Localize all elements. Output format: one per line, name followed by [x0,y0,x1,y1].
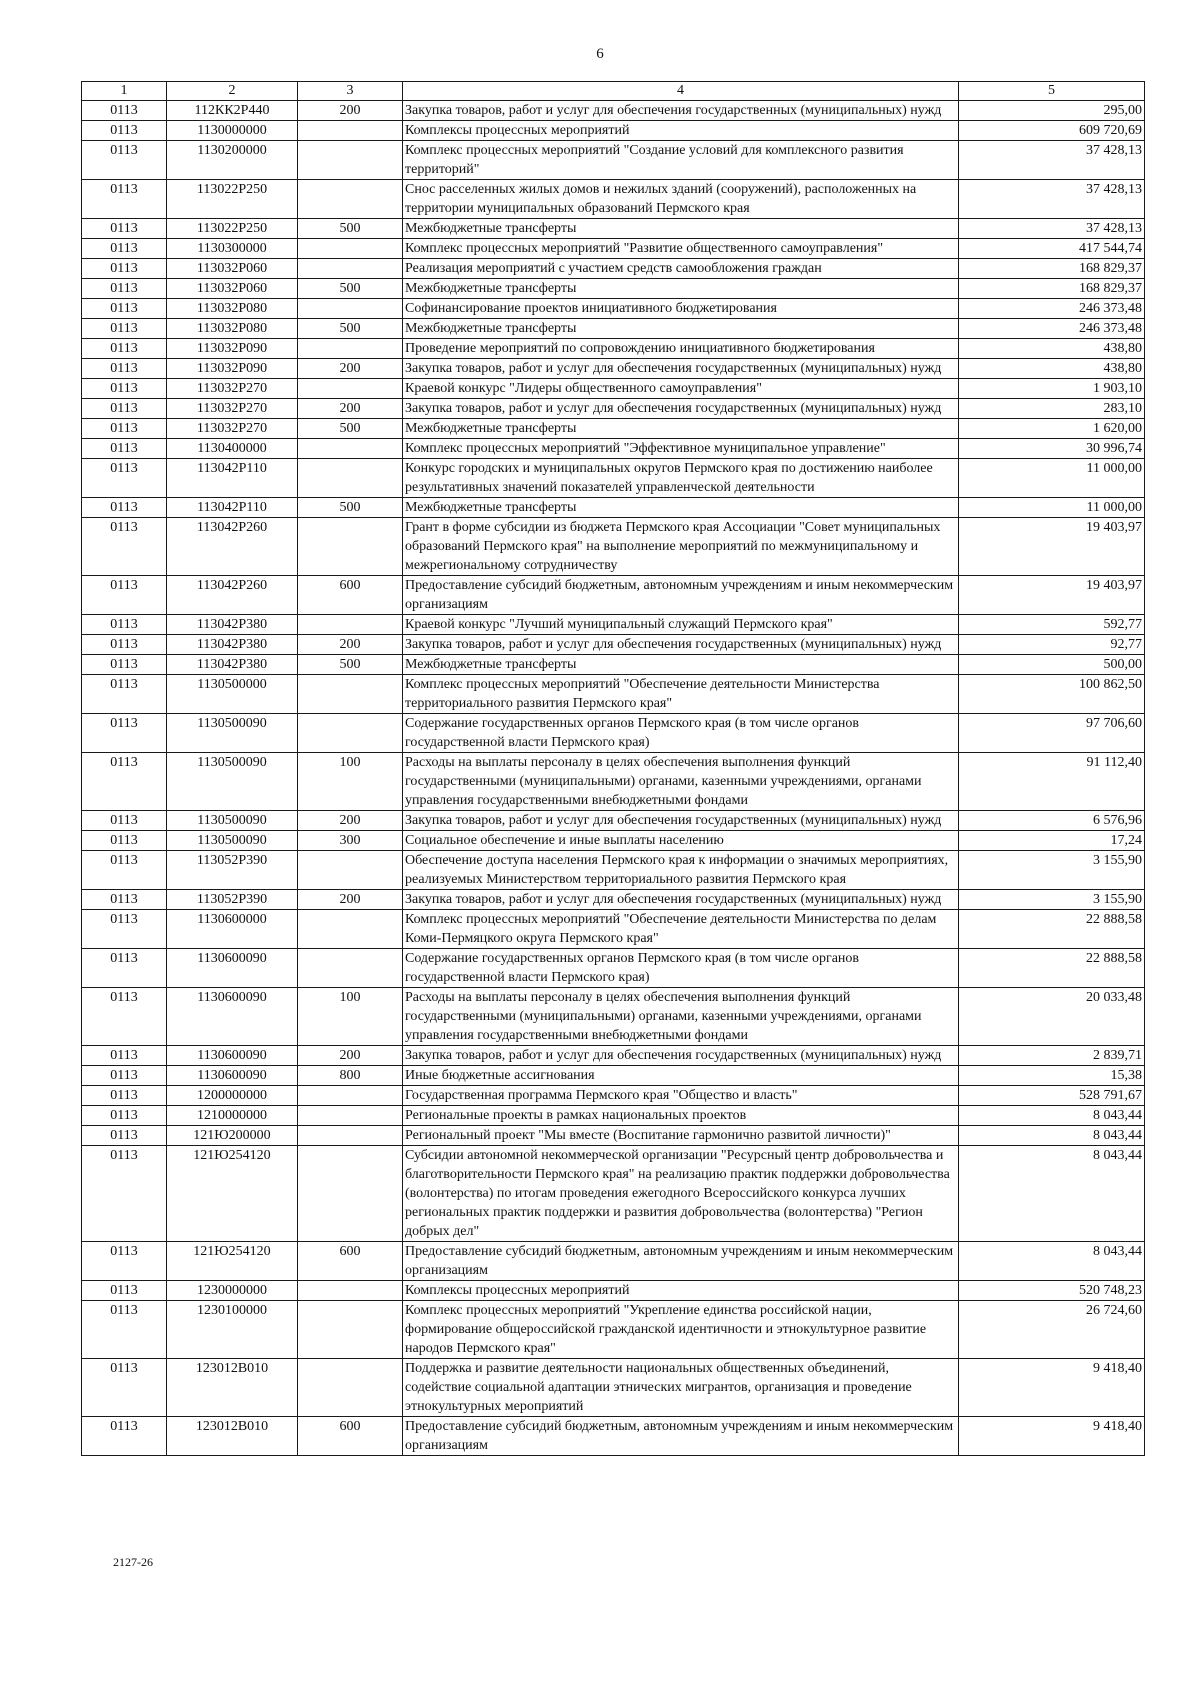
section-cell: 0113 [82,615,167,635]
section-cell: 0113 [82,675,167,714]
table-row [82,180,1145,219]
name-cell: Предоставление субсидий бюджетным, автономным учреждениям и иным некоммерческим организациям [403,576,959,615]
table-row [82,831,1145,851]
section-cell: 0113 [82,339,167,359]
section-cell: 0113 [82,1106,167,1126]
table-row [82,279,1145,299]
table-row [82,1066,1145,1086]
table-row [82,121,1145,141]
expense-type-cell: 200 [298,1046,403,1066]
table-row [82,1046,1145,1066]
section-cell: 0113 [82,831,167,851]
expense-type-cell [298,1281,403,1301]
amount-cell: 438,80 [959,339,1145,359]
section-cell: 0113 [82,518,167,576]
table-row [82,1281,1145,1301]
section-cell: 0113 [82,655,167,675]
amount-cell: 1 903,10 [959,379,1145,399]
table-body [82,101,1145,1456]
name-cell: Конкурс городских и муниципальных округов Пермского края по достижению наиболее результативных значений показателей управленческой деятельности [403,459,959,498]
amount-cell: 11 000,00 [959,498,1145,518]
name-cell: Проведение мероприятий по сопровождению инициативного бюджетирования [403,339,959,359]
name-cell: Закупка товаров, работ и услуг для обеспечения государственных (муниципальных) нужд [403,811,959,831]
table-row [82,259,1145,279]
name-cell: Краевой конкурс "Лидеры общественного самоуправления" [403,379,959,399]
amount-cell: 20 033,48 [959,988,1145,1046]
amount-cell: 3 155,90 [959,890,1145,910]
name-cell: Закупка товаров, работ и услуг для обеспечения государственных (муниципальных) нужд [403,635,959,655]
section-cell: 0113 [82,439,167,459]
table-row [82,459,1145,498]
section-cell: 0113 [82,635,167,655]
target-article-cell: 1130000000 [167,121,298,141]
table-row [82,498,1145,518]
amount-cell: 295,00 [959,101,1145,121]
amount-cell: 100 862,50 [959,675,1145,714]
amount-cell: 8 043,44 [959,1242,1145,1281]
target-article-cell: 121Ю254120 [167,1146,298,1242]
name-cell: Межбюджетные трансферты [403,319,959,339]
amount-cell: 520 748,23 [959,1281,1145,1301]
target-article-cell: 113042Р110 [167,459,298,498]
expense-type-cell [298,714,403,753]
amount-cell: 37 428,13 [959,219,1145,239]
section-cell: 0113 [82,949,167,988]
table-row [82,714,1145,753]
table-row [82,949,1145,988]
amount-cell: 8 043,44 [959,1106,1145,1126]
target-article-cell: 123012В010 [167,1359,298,1417]
target-article-cell: 113032Р080 [167,299,298,319]
expense-type-cell: 500 [298,498,403,518]
table-row [82,1146,1145,1242]
name-cell: Содержание государственных органов Пермского края (в том числе органов государственной власти Пермского края) [403,949,959,988]
section-cell: 0113 [82,219,167,239]
table-row [82,379,1145,399]
section-cell: 0113 [82,1146,167,1242]
amount-cell: 8 043,44 [959,1126,1145,1146]
table-row [82,890,1145,910]
section-cell: 0113 [82,910,167,949]
section-cell: 0113 [82,714,167,753]
name-cell: Содержание государственных органов Пермского края (в том числе органов государственной власти Пермского края) [403,714,959,753]
name-cell: Предоставление субсидий бюджетным, автономным учреждениям и иным некоммерческим организациям [403,1417,959,1456]
amount-cell: 1 620,00 [959,419,1145,439]
section-cell: 0113 [82,359,167,379]
expense-type-cell [298,675,403,714]
expense-type-cell: 100 [298,988,403,1046]
expense-type-cell [298,949,403,988]
name-cell: Межбюджетные трансферты [403,498,959,518]
target-article-cell: 113052Р390 [167,890,298,910]
amount-cell: 168 829,37 [959,259,1145,279]
expense-type-cell: 200 [298,399,403,419]
table-row [82,1242,1145,1281]
target-article-cell: 1130400000 [167,439,298,459]
section-cell: 0113 [82,239,167,259]
expense-type-cell: 200 [298,635,403,655]
name-cell: Закупка товаров, работ и услуг для обеспечения государственных (муниципальных) нужд [403,101,959,121]
table-row [82,518,1145,576]
target-article-cell: 113032Р270 [167,399,298,419]
name-cell: Комплекс процессных мероприятий "Развитие общественного самоуправления" [403,239,959,259]
expense-type-cell [298,1301,403,1359]
section-cell: 0113 [82,1242,167,1281]
amount-cell: 283,10 [959,399,1145,419]
name-cell: Комплекс процессных мероприятий "Обеспечение деятельности Министерства территориального развития Пермского края" [403,675,959,714]
section-cell: 0113 [82,1046,167,1066]
expense-type-cell: 200 [298,811,403,831]
section-cell: 0113 [82,1066,167,1086]
name-cell: Закупка товаров, работ и услуг для обеспечения государственных (муниципальных) нужд [403,1046,959,1066]
section-cell: 0113 [82,1359,167,1417]
section-cell: 0113 [82,753,167,811]
target-article-cell: 1130200000 [167,141,298,180]
name-cell: Региональные проекты в рамках национальных проектов [403,1106,959,1126]
expense-type-cell [298,1126,403,1146]
expense-type-cell [298,239,403,259]
name-cell: Комплексы процессных мероприятий [403,1281,959,1301]
amount-cell: 246 373,48 [959,299,1145,319]
column-header-amount: 5 [959,82,1145,101]
name-cell: Комплекс процессных мероприятий "Обеспечение деятельности Министерства по делам Коми-Пермяцкого округа Пермского края" [403,910,959,949]
name-cell: Межбюджетные трансферты [403,279,959,299]
amount-cell: 417 544,74 [959,239,1145,259]
table-row [82,635,1145,655]
name-cell: Грант в форме субсидии из бюджета Пермского края Ассоциации "Совет муниципальных образований Пермского края" на выполнение мероприятий по межмуниципальному и межрегиональному сотрудничеству [403,518,959,576]
section-cell: 0113 [82,1417,167,1456]
expense-type-cell: 200 [298,359,403,379]
amount-cell: 30 996,74 [959,439,1145,459]
table-row [82,910,1145,949]
section-cell: 0113 [82,419,167,439]
amount-cell: 168 829,37 [959,279,1145,299]
target-article-cell: 1230000000 [167,1281,298,1301]
amount-cell: 37 428,13 [959,141,1145,180]
name-cell: Софинансирование проектов инициативного бюджетирования [403,299,959,319]
name-cell: Закупка товаров, работ и услуг для обеспечения государственных (муниципальных) нужд [403,359,959,379]
amount-cell: 91 112,40 [959,753,1145,811]
table-row [82,319,1145,339]
target-article-cell: 113032Р060 [167,279,298,299]
section-cell: 0113 [82,141,167,180]
expense-type-cell: 500 [298,279,403,299]
expense-type-cell [298,180,403,219]
name-cell: Предоставление субсидий бюджетным, автономным учреждениям и иным некоммерческим организациям [403,1242,959,1281]
target-article-cell: 1130500090 [167,753,298,811]
column-header-section: 1 [82,82,167,101]
target-article-cell: 113042Р380 [167,615,298,635]
name-cell: Социальное обеспечение и иные выплаты населению [403,831,959,851]
expense-type-cell [298,1086,403,1106]
column-header-name: 4 [403,82,959,101]
table-row [82,359,1145,379]
expense-type-cell: 500 [298,419,403,439]
target-article-cell: 113032Р090 [167,359,298,379]
budget-table [81,81,1145,1456]
amount-cell: 8 043,44 [959,1146,1145,1242]
name-cell: Межбюджетные трансферты [403,219,959,239]
section-cell: 0113 [82,890,167,910]
expense-type-cell [298,1106,403,1126]
expense-type-cell [298,121,403,141]
table-row [82,655,1145,675]
name-cell: Межбюджетные трансферты [403,419,959,439]
name-cell: Комплекс процессных мероприятий "Создание условий для комплексного развития территорий" [403,141,959,180]
name-cell: Краевой конкурс "Лучший муниципальный служащий Пермского края" [403,615,959,635]
expense-type-cell: 200 [298,101,403,121]
section-cell: 0113 [82,811,167,831]
column-header-target-article: 2 [167,82,298,101]
name-cell: Комплекс процессных мероприятий "Эффективное муниципальное управление" [403,439,959,459]
amount-cell: 500,00 [959,655,1145,675]
column-header-expense-type: 3 [298,82,403,101]
table-row [82,675,1145,714]
page-number: 6 [596,46,604,62]
expense-type-cell [298,459,403,498]
amount-cell: 2 839,71 [959,1046,1145,1066]
table-row [82,615,1145,635]
target-article-cell: 1130600090 [167,1046,298,1066]
target-article-cell: 113042Р260 [167,518,298,576]
amount-cell: 19 403,97 [959,576,1145,615]
target-article-cell: 1210000000 [167,1106,298,1126]
target-article-cell: 1130600090 [167,988,298,1046]
target-article-cell: 1130500000 [167,675,298,714]
name-cell: Комплекс процессных мероприятий "Укрепление единства российской нации, формирование общероссийской гражданской идентичности и этнокультурное развитие народов Пермского края" [403,1301,959,1359]
table-row [82,339,1145,359]
expense-type-cell: 600 [298,1417,403,1456]
target-article-cell: 112КК2Р440 [167,101,298,121]
section-cell: 0113 [82,1281,167,1301]
name-cell: Реализация мероприятий с участием средств самообложения граждан [403,259,959,279]
target-article-cell: 113022Р250 [167,219,298,239]
name-cell: Иные бюджетные ассигнования [403,1066,959,1086]
name-cell: Региональный проект "Мы вместе (Воспитание гармонично развитой личности)" [403,1126,959,1146]
section-cell: 0113 [82,851,167,890]
expense-type-cell: 600 [298,1242,403,1281]
target-article-cell: 1130600090 [167,1066,298,1086]
table-row [82,811,1145,831]
target-article-cell: 1130300000 [167,239,298,259]
section-cell: 0113 [82,1301,167,1359]
amount-cell: 609 720,69 [959,121,1145,141]
target-article-cell: 1230100000 [167,1301,298,1359]
table-row [82,419,1145,439]
amount-cell: 15,38 [959,1066,1145,1086]
amount-cell: 592,77 [959,615,1145,635]
expense-type-cell [298,259,403,279]
table-row [82,239,1145,259]
name-cell: Снос расселенных жилых домов и нежилых зданий (сооружений), расположенных на территории муниципальных образований Пермского края [403,180,959,219]
table-row [82,141,1145,180]
expense-type-cell [298,299,403,319]
expense-type-cell: 100 [298,753,403,811]
amount-cell: 6 576,96 [959,811,1145,831]
name-cell: Закупка товаров, работ и услуг для обеспечения государственных (муниципальных) нужд [403,399,959,419]
amount-cell: 22 888,58 [959,949,1145,988]
name-cell: Государственная программа Пермского края "Общество и власть" [403,1086,959,1106]
amount-cell: 438,80 [959,359,1145,379]
table-row [82,101,1145,121]
name-cell: Поддержка и развитие деятельности национальных общественных объединений, содействие социальной адаптации этнических мигрантов, организация и проведение этнокультурных мероприятий [403,1359,959,1417]
table-row [82,851,1145,890]
target-article-cell: 113032Р270 [167,419,298,439]
table-row [82,439,1145,459]
expense-type-cell [298,339,403,359]
name-cell: Закупка товаров, работ и услуг для обеспечения государственных (муниципальных) нужд [403,890,959,910]
target-article-cell: 113022Р250 [167,180,298,219]
amount-cell: 92,77 [959,635,1145,655]
expense-type-cell [298,379,403,399]
amount-cell: 97 706,60 [959,714,1145,753]
expense-type-cell [298,1146,403,1242]
expense-type-cell [298,910,403,949]
expense-type-cell: 500 [298,319,403,339]
section-cell: 0113 [82,1126,167,1146]
name-cell: Комплексы процессных мероприятий [403,121,959,141]
section-cell: 0113 [82,1086,167,1106]
expense-type-cell [298,851,403,890]
amount-cell: 37 428,13 [959,180,1145,219]
expense-type-cell: 500 [298,655,403,675]
section-cell: 0113 [82,299,167,319]
section-cell: 0113 [82,498,167,518]
table-row [82,1126,1145,1146]
amount-cell: 9 418,40 [959,1359,1145,1417]
amount-cell: 19 403,97 [959,518,1145,576]
name-cell: Субсидии автономной некоммерческой организации "Ресурсный центр добровольчества и благотворительности Пермского края" на реализацию практик поддержки добровольчества (волонтерства) по итогам проведения ежегодного Всероссийского конкурса лучших региональных практик поддержки и развития добровольчества (волонтерства) "Регион добрых дел" [403,1146,959,1242]
section-cell: 0113 [82,988,167,1046]
table-row [82,1359,1145,1417]
document-code: 2127-26 [113,1555,153,1569]
target-article-cell: 113042Р110 [167,498,298,518]
amount-cell: 22 888,58 [959,910,1145,949]
table-row [82,753,1145,811]
expense-type-cell: 800 [298,1066,403,1086]
amount-cell: 26 724,60 [959,1301,1145,1359]
target-article-cell: 113042Р380 [167,635,298,655]
amount-cell: 9 418,40 [959,1417,1145,1456]
target-article-cell: 121Ю254120 [167,1242,298,1281]
target-article-cell: 121Ю200000 [167,1126,298,1146]
expense-type-cell [298,518,403,576]
target-article-cell: 113042Р380 [167,655,298,675]
header-row [82,82,1145,101]
table-row [82,1086,1145,1106]
amount-cell: 11 000,00 [959,459,1145,498]
target-article-cell: 113032Р270 [167,379,298,399]
target-article-cell: 1200000000 [167,1086,298,1106]
expense-type-cell: 600 [298,576,403,615]
section-cell: 0113 [82,379,167,399]
table-row [82,299,1145,319]
amount-cell: 3 155,90 [959,851,1145,890]
section-cell: 0113 [82,279,167,299]
amount-cell: 17,24 [959,831,1145,851]
amount-cell: 528 791,67 [959,1086,1145,1106]
name-cell: Расходы на выплаты персоналу в целях обеспечения выполнения функций государственными (муниципальными) органами, казенными учреждениями, органами управления государственными внебюджетными фондами [403,753,959,811]
expense-type-cell: 200 [298,890,403,910]
target-article-cell: 113032Р090 [167,339,298,359]
table-row [82,1417,1145,1456]
expense-type-cell: 500 [298,219,403,239]
section-cell: 0113 [82,576,167,615]
table-row [82,1301,1145,1359]
expense-type-cell: 300 [298,831,403,851]
table-row [82,219,1145,239]
name-cell: Расходы на выплаты персоналу в целях обеспечения выполнения функций государственными (муниципальными) органами, казенными учреждениями, органами управления государственными внебюджетными фондами [403,988,959,1046]
target-article-cell: 1130600000 [167,910,298,949]
target-article-cell: 123012В010 [167,1417,298,1456]
table-row [82,399,1145,419]
section-cell: 0113 [82,459,167,498]
section-cell: 0113 [82,319,167,339]
table-row [82,988,1145,1046]
section-cell: 0113 [82,180,167,219]
target-article-cell: 1130500090 [167,831,298,851]
table-row [82,576,1145,615]
expense-type-cell [298,1359,403,1417]
section-cell: 0113 [82,259,167,279]
section-cell: 0113 [82,101,167,121]
target-article-cell: 113032Р060 [167,259,298,279]
target-article-cell: 113032Р080 [167,319,298,339]
target-article-cell: 113052Р390 [167,851,298,890]
section-cell: 0113 [82,121,167,141]
target-article-cell: 113042Р260 [167,576,298,615]
target-article-cell: 1130500090 [167,811,298,831]
amount-cell: 246 373,48 [959,319,1145,339]
expense-type-cell [298,141,403,180]
expense-type-cell [298,615,403,635]
target-article-cell: 1130500090 [167,714,298,753]
name-cell: Обеспечение доступа населения Пермского края к информации о значимых мероприятиях, реализуемых Министерством территориального развития Пермского края [403,851,959,890]
section-cell: 0113 [82,399,167,419]
table-row [82,1106,1145,1126]
name-cell: Межбюджетные трансферты [403,655,959,675]
target-article-cell: 1130600090 [167,949,298,988]
expense-type-cell [298,439,403,459]
